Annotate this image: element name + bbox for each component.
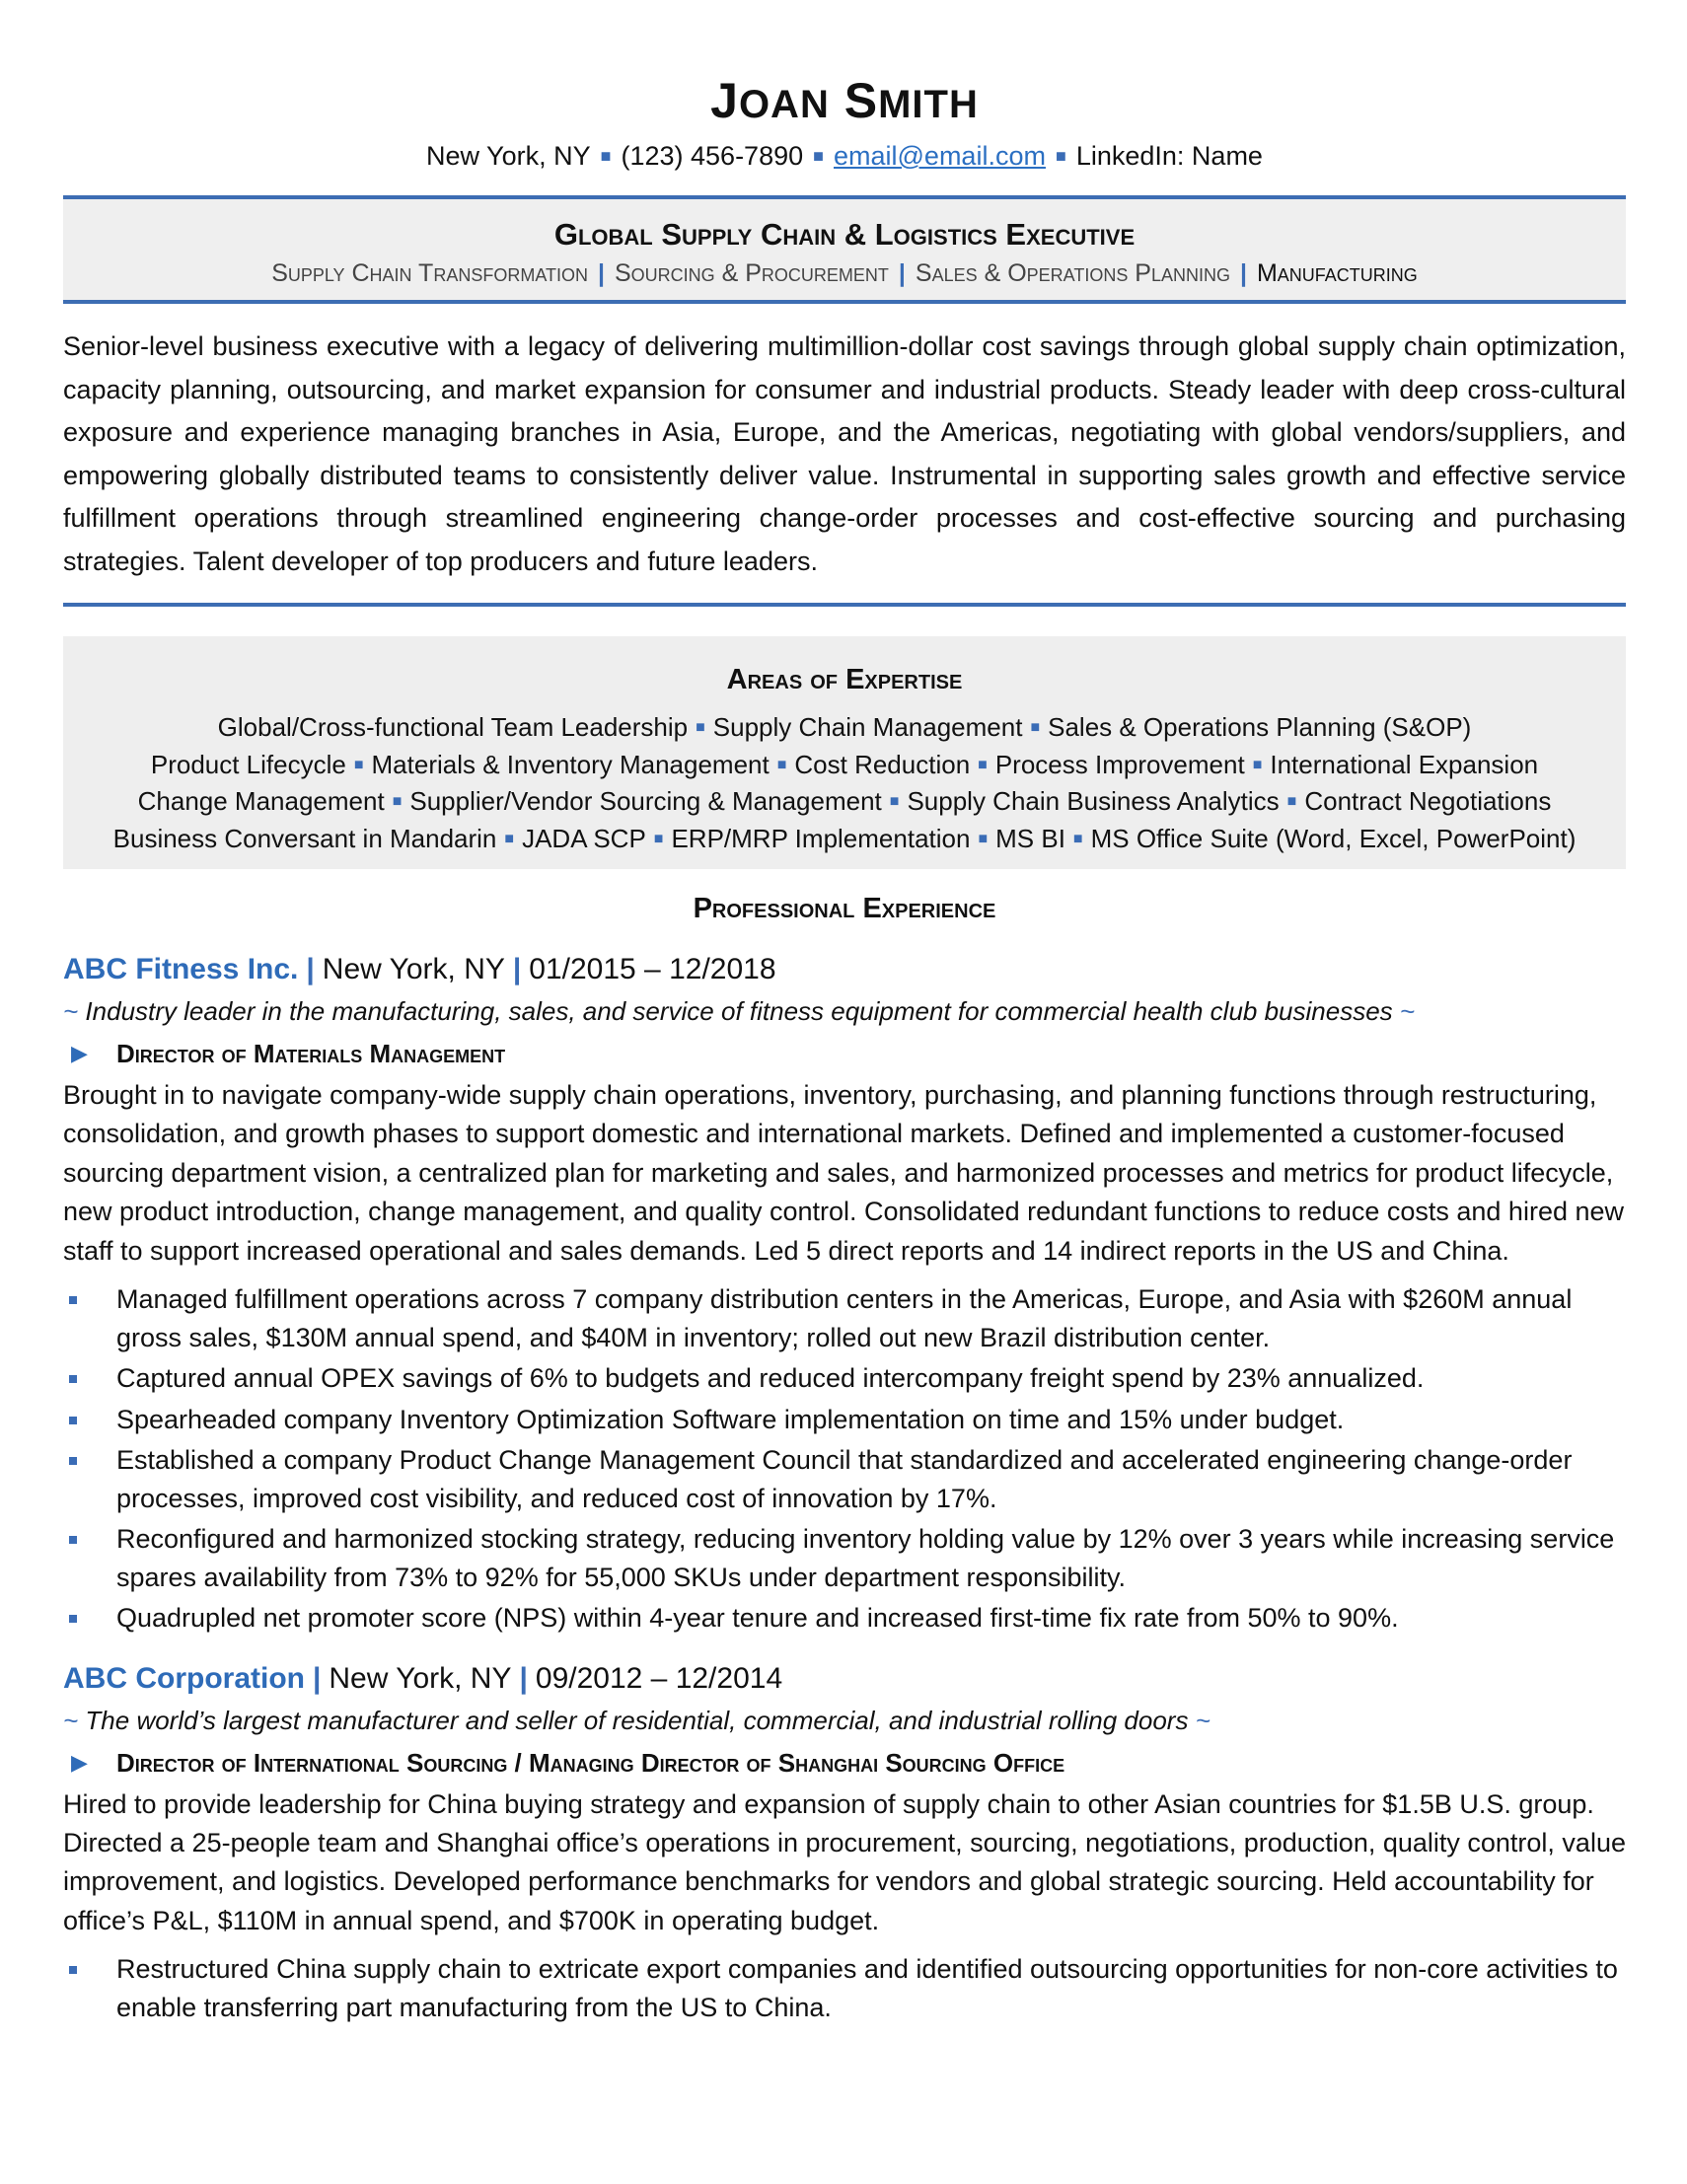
achievement-text: Quadrupled net promoter score (NPS) within 4-year tenure and increased first-time fix rate from 50% to 90%. <box>116 1603 1399 1634</box>
expertise-item: Materials & Inventory Management <box>371 749 770 779</box>
square-bullet-icon: ■ <box>353 756 364 773</box>
company-line <box>63 1659 1626 1699</box>
expertise-item: Cost Reduction <box>794 749 971 779</box>
square-bullet-icon <box>69 1375 77 1383</box>
square-bullet-icon: ■ <box>600 146 612 166</box>
square-bullet-icon: ■ <box>978 756 988 773</box>
email-link[interactable]: email@email.com <box>834 141 1046 171</box>
expertise-heading: Areas of Expertise <box>726 664 963 695</box>
headline: Global Supply Chain & Logistics Executive <box>553 217 1136 252</box>
square-bullet-icon: ■ <box>1030 719 1041 736</box>
achievement-list <box>63 1280 1626 1638</box>
job-entry <box>63 1659 1626 2027</box>
company-tagline <box>63 1703 1626 1738</box>
tilde-mark: ~ <box>63 1705 86 1735</box>
experience-list <box>63 950 1626 2026</box>
expertise-item: Sales & Operations Planning (S&OP) <box>1048 712 1472 742</box>
achievement-text: Spearheaded company Inventory Optimization Software implementation on time and 15% under budget. <box>116 1404 1345 1434</box>
separator: | <box>519 1661 528 1695</box>
play-arrow-icon: ▶ <box>71 1041 88 1065</box>
square-bullet-icon <box>69 1966 77 1974</box>
achievement-text: Managed fulfillment operations across 7 company distribution centers in the Americas, Europe, and Asia with $260M annual gross sales, $130M annual spend, and $40M in inventory; rolled out new Brazil distribution center. <box>116 1284 1573 1352</box>
achievement-text: Captured annual OPEX savings of 6% to budgets and reduced intercompany freight spend by 23% annualized. <box>116 1363 1425 1394</box>
square-bullet-icon <box>69 1615 77 1623</box>
achievement-item <box>63 1599 1626 1638</box>
company-line <box>63 950 1626 989</box>
achievement-text: Reconfigured and harmonized stocking strategy, reducing inventory holding value by 12% over 3 years while increasing service spares availability from 73% to 92% for 55,000 SKUs under department responsibility. <box>116 1524 1615 1592</box>
tilde-mark: ~ <box>1392 996 1416 1026</box>
play-arrow-icon: ▶ <box>71 1749 88 1775</box>
separator: | <box>306 953 315 985</box>
separator: | <box>312 1661 322 1695</box>
specialties: Supply Chain Transformation | Sourcing & Procurement | Sales & Operations Planning | Manufacturing <box>271 259 1418 287</box>
achievement-item <box>63 1280 1626 1356</box>
job-dates: 01/2015 – 12/2018 <box>529 953 776 985</box>
expertise-item: International Expansion <box>1270 749 1539 779</box>
job-dates: 09/2012 – 12/2014 <box>535 1661 783 1695</box>
role-text: Director of Materials Management <box>116 1039 506 1068</box>
square-bullet-icon <box>69 1296 77 1304</box>
linkedin-text: LinkedIn: Name <box>1075 141 1263 171</box>
square-bullet-icon: ■ <box>504 830 515 847</box>
role-title <box>63 1744 1626 1782</box>
tilde-mark: ~ <box>63 996 86 1026</box>
square-bullet-icon: ■ <box>978 830 989 847</box>
location-text: New York, NY <box>426 141 591 171</box>
expertise-item: Contract Negotiations <box>1304 786 1552 816</box>
square-bullet-icon: ■ <box>653 830 664 847</box>
expertise-section <box>63 636 1626 869</box>
expertise-row <box>63 709 1626 747</box>
square-bullet-icon: ■ <box>1286 793 1297 810</box>
achievement-text: Established a company Product Change Management Council that standardized and accelerated engineering change-order processes, improved cost visibility, and reduced cost of innovation by 17%. <box>116 1445 1573 1513</box>
title-band <box>63 195 1626 304</box>
specialty-item: Manufacturing <box>1256 259 1418 287</box>
specialty-item: Sourcing & Procurement <box>615 259 889 287</box>
achievement-text: Restructured China supply chain to extricate export companies and identified outsourcing opportunities for non-core activities to enable transferring part manufacturing from the US to China. <box>116 1954 1618 2022</box>
tagline-text: Industry leader in the manufacturing, sales, and service of fitness equipment for commercial health club businesses <box>85 996 1393 1026</box>
achievement-item <box>63 1441 1626 1517</box>
expertise-row <box>63 783 1626 821</box>
expertise-item: Process Improvement <box>994 749 1245 779</box>
square-bullet-icon: ■ <box>1055 146 1066 166</box>
expertise-item: Change Management <box>137 786 385 816</box>
achievement-item <box>63 1520 1626 1596</box>
square-bullet-icon <box>69 1457 77 1465</box>
job-entry <box>63 950 1626 1638</box>
job-location: New York, NY <box>322 953 505 985</box>
tagline-text: The world’s largest manufacturer and seller of residential, commercial, and industrial rolling doors <box>85 1705 1189 1735</box>
contact-line <box>63 136 1626 176</box>
expertise-row <box>63 821 1626 858</box>
square-bullet-icon <box>69 1417 77 1424</box>
expertise-item: MS BI <box>995 823 1065 853</box>
role-text: Director of International Sourcing / Managing Director of Shanghai Sourcing Office <box>116 1747 1065 1778</box>
role-title <box>63 1035 1626 1072</box>
phone-text: (123) 456-7890 <box>621 141 804 171</box>
expertise-item: Global/Cross-functional Team Leadership <box>217 712 689 742</box>
job-location: New York, NY <box>329 1661 512 1695</box>
company-tagline <box>63 993 1626 1029</box>
specialty-item: Supply Chain Transformation <box>271 259 588 287</box>
candidate-name: JOAN SMITH <box>710 73 979 128</box>
specialty-item: Sales & Operations Planning <box>915 259 1230 287</box>
expertise-item: Supplier/Vendor Sourcing & Management <box>409 786 882 816</box>
square-bullet-icon: ■ <box>1072 830 1083 847</box>
experience-heading: Professional Experience <box>693 893 996 924</box>
square-bullet-icon: ■ <box>696 719 705 736</box>
expertise-item: MS Office Suite (Word, Excel, PowerPoint) <box>1090 823 1577 853</box>
expertise-item: Supply Chain Business Analytics <box>907 786 1280 816</box>
square-bullet-icon: ■ <box>776 756 787 773</box>
achievement-item <box>63 1359 1626 1398</box>
square-bullet-icon: ■ <box>1252 756 1263 773</box>
role-description: Brought in to navigate company-wide supply chain operations, inventory, purchasing, and planning functions through restructuring, consolidation, and growth phases to support domestic and international markets. Defined and implemented a customer-focused sourcing department vision, a centralized plan for marketing and sales, and harmonized processes and metrics for product lifecycle, new product introduction, change management, and quality control. Consolidated redundant functions to reduce costs and hired new staff to support increased operational and sales demands. Led 5 direct reports and 14 indirect reports in the US and China. <box>63 1080 1625 1266</box>
expertise-list <box>63 709 1626 857</box>
achievement-list <box>63 1950 1626 2026</box>
resume-page <box>63 0 1626 2029</box>
company-name: ABC Fitness Inc. <box>63 953 299 985</box>
separator: | <box>512 953 522 985</box>
expertise-item: JADA SCP <box>522 823 646 853</box>
summary-paragraph: Senior-level business executive with a legacy of delivering multimillion-dollar cost savings through global supply chain optimization, capacity planning, outsourcing, and market expansion for consumer and industrial products. Steady leader with deep cross-cultural exposure and experience managing branches in Asia, Europe, and the Americas, negotiating with global vendors/suppliers, and empowering globally distributed teams to consistently deliver value. Instrumental in supporting sales growth and effective service fulfillment operations through streamlined engineering change-order processes and cost-effective sourcing and purchasing strategies. Talent developer of top producers and future leaders. <box>63 326 1626 607</box>
expertise-item: Product Lifecycle <box>150 749 346 779</box>
expertise-item: Supply Chain Management <box>712 712 1023 742</box>
square-bullet-icon: ■ <box>813 146 824 166</box>
expertise-item: Business Conversant in Mandarin <box>112 823 497 853</box>
square-bullet-icon <box>69 1536 77 1544</box>
square-bullet-icon: ■ <box>889 793 900 810</box>
expertise-item: ERP/MRP Implementation <box>671 823 971 853</box>
achievement-item <box>63 1950 1626 2026</box>
company-name: ABC Corporation <box>63 1661 305 1695</box>
role-description: Hired to provide leadership for China buying strategy and expansion of supply chain to other Asian countries for $1.5B U.S. group. Directed a 25-people team and Shanghai office’s operations in procurement, sourcing, negotiations, production, quality control, value improvement, and logistics. Developed performance benchmarks for vendors and global strategic sourcing. Held accountability for office’s P&L, $110M in annual spend, and $700K in operating budget. <box>63 1788 1626 1935</box>
expertise-row <box>63 747 1626 784</box>
square-bullet-icon: ■ <box>392 793 403 810</box>
tilde-mark: ~ <box>1188 1705 1210 1735</box>
achievement-item <box>63 1401 1626 1439</box>
